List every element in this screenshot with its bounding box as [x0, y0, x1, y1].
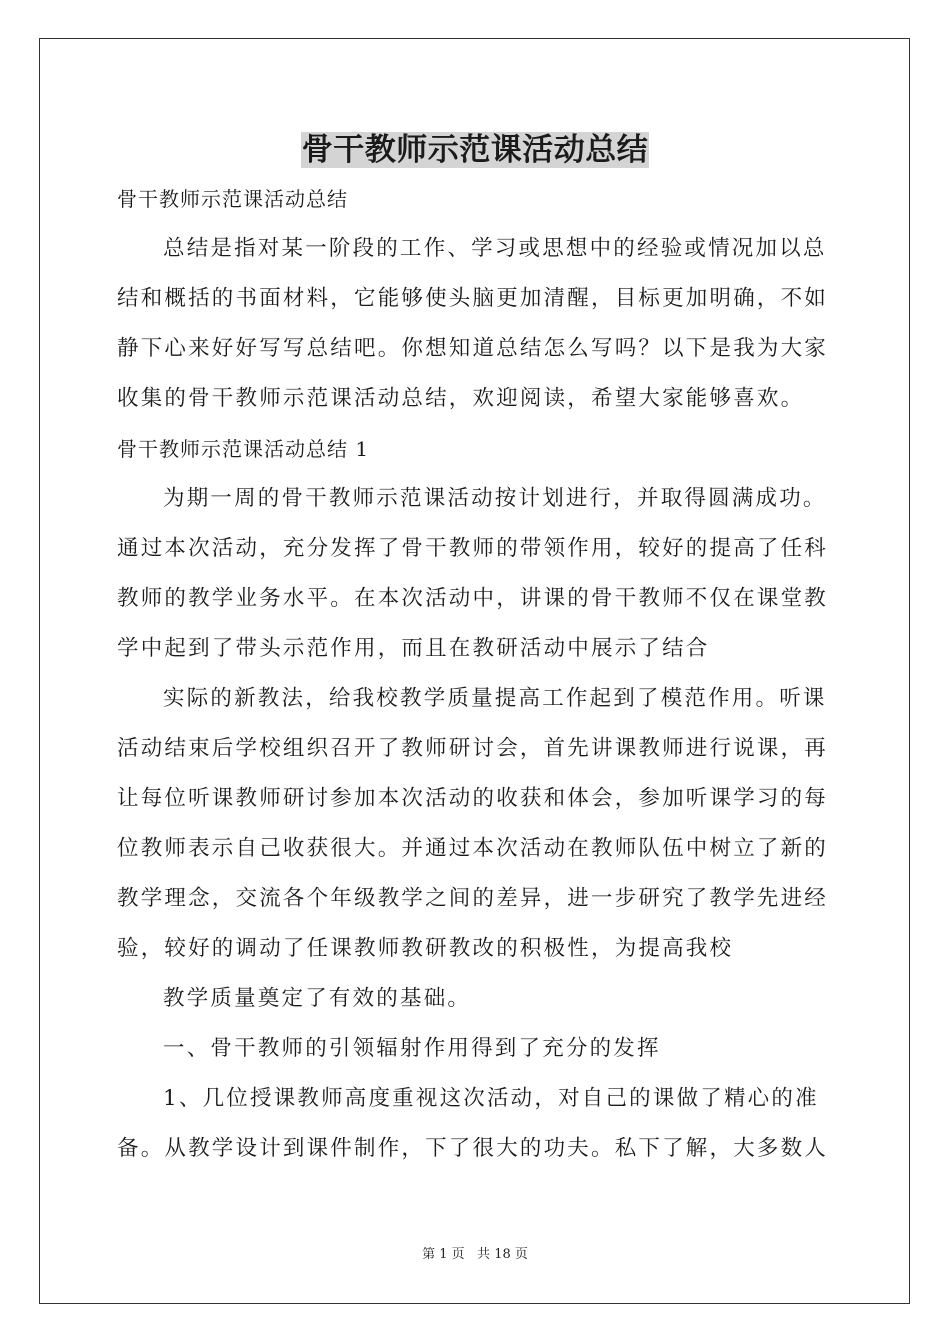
- section-heading-line: 骨干教师示范课活动总结 1: [117, 437, 370, 461]
- document-title: [0, 128, 950, 172]
- paragraph-line: 一、骨干教师的引领辐射作用得到了充分的发挥: [163, 1036, 661, 1061]
- paragraph-line: 为期一周的骨干教师示范课活动按计划进行，并取得圆满成功。: [163, 486, 827, 511]
- paragraph-line: 教师的教学业务水平。在本次活动中，讲课的骨干教师不仅在课堂教: [117, 586, 829, 611]
- paragraph-line: 位教师表示自己收获很大。并通过本次活动在教师队伍中树立了新的: [117, 836, 829, 861]
- paragraph-line: 实际的新教法，给我校教学质量提高工作起到了模范作用。听课: [163, 686, 827, 711]
- document-body: [117, 174, 835, 1174]
- document-title-text: 骨干教师示范课活动总结: [301, 132, 649, 168]
- paragraph-line: 通过本次活动，充分发挥了骨干教师的带领作用，较好的提高了任科: [117, 536, 829, 561]
- paragraph-line: 收集的骨干教师示范课活动总结，欢迎阅读，希望大家能够喜欢。: [117, 386, 805, 411]
- paragraph-line: 学中起到了带头示范作用，而且在教研活动中展示了结合: [117, 636, 710, 661]
- paragraph-line: 活动结束后学校组织召开了教师研讨会，首先讲课教师进行说课，再: [117, 736, 829, 761]
- paragraph-line: 教学质量奠定了有效的基础。: [163, 986, 472, 1011]
- paragraph-line: 验，较好的调动了任课教师教研教改的积极性，为提高我校: [117, 936, 734, 961]
- paragraph-line: 静下心来好好写写总结吧。你想知道总结怎么写吗？以下是我为大家: [117, 336, 829, 361]
- paragraph-line: 备。从教学设计到课件制作，下了很大的功夫。私下了解，大多数人: [117, 1136, 829, 1161]
- paragraph-line: 让每位听课教师研讨参加本次活动的收获和体会，参加听课学习的每: [117, 786, 829, 811]
- paragraph-line: 1、几位授课教师高度重视这次活动，对自己的课做了精心的准: [163, 1086, 819, 1111]
- paragraph-line: 结和概括的书面材料，它能够使头脑更加清醒，目标更加明确，不如: [117, 286, 829, 311]
- paragraph-line: 教学理念，交流各个年级教学之间的差异，进一步研究了教学先进经: [117, 886, 829, 911]
- page-footer: 第 1 页 共 18 页: [422, 1247, 528, 1262]
- subtitle-line: 骨干教师示范课活动总结: [117, 187, 348, 211]
- paragraph-line: 总结是指对某一阶段的工作、学习或思想中的经验或情况加以总: [163, 236, 827, 261]
